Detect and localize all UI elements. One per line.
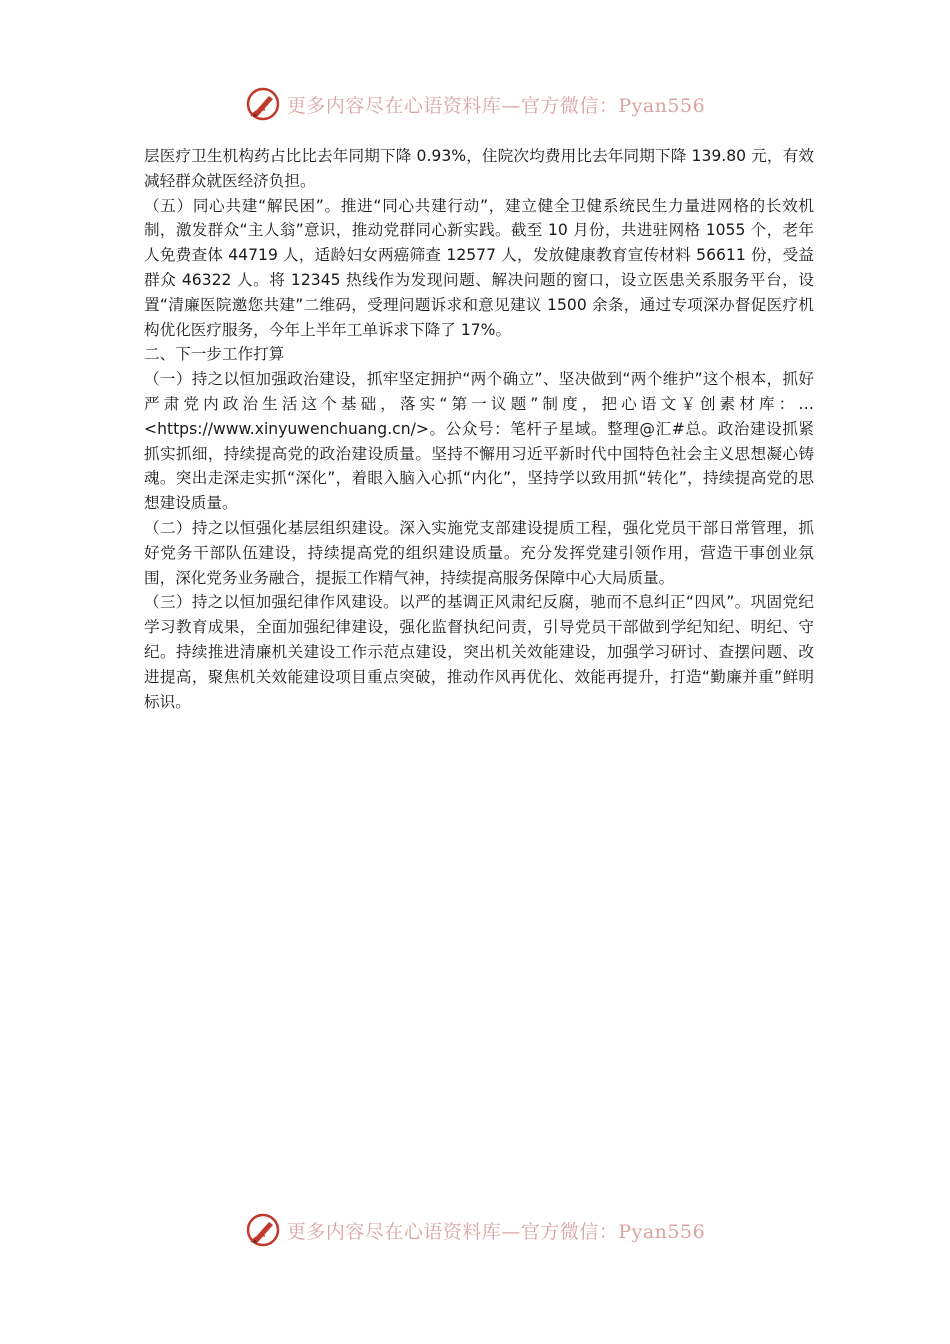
paragraph: （二）持之以恒强化基层组织建设。深入实施党支部建设提质工程，强化党员干部日常管理，抓好党务干部队伍建设，持续提高党的组织建设质量。充分发挥党建引领作用，营造干事创业氛围，深化党务业务融合，提振工作精气神，持续提高服务保障中心大局质量。 [144, 518, 814, 587]
paragraph: （五）同心共建“解民困”。推进“同心共建行动”，建立健全卫健系统民生力量进网格的长效机制，激发群众“主人翁”意识，推动党群同心新实践。截至 10 月份，共进驻网格 1055 个，老年人免费查体 44719 人，适龄妇女两癌筛查 12577 人，发放健康教育宣传材料 56611 份，受益群众 46322 人。将 12345 热线作为发现问题、解决问题的窗口，设立医患关系服务平台，设置“清廉医院邀您共建”二维码，受理问题诉求和意见建议 1500 余条，通过专项深办督促医疗机构优化医疗服务，今年上半年工单诉求下降了 17%。 [144, 196, 814, 339]
pen-logo-icon [245, 86, 281, 122]
paragraph: （一）持之以恒加强政治建设，抓牢坚定拥护“两个确立”、坚决做到“两个维护”这个根本，抓好严肃党内政治生活这个基础，落实“第一议题”制度，把心语文￥创素材库：…<https://www.xinyuwenchuang.cn/>。公众号：笔杆子星域。整理@汇#总。政治建设抓紧抓实抓细，持续提高党的政治建设质量。坚持不懈用习近平新时代中国特色社会主义思想凝心铸魂。突出走深走实抓“深化”，着眼入脑入心抓“内化”，坚持学以致用抓“转化”，持续提高党的思想建设质量。 [144, 370, 814, 513]
footer-banner-text: 更多内容尽在心语资料库—官方微信：Pyan556 [286, 1220, 706, 1243]
header-banner [0, 82, 950, 126]
document-body [144, 144, 814, 714]
paragraph: 层医疗卫生机构药占比比去年同期下降 0.93%，住院次均费用比去年同期下降 139.80 元，有效减轻群众就医经济负担。 [144, 147, 814, 190]
footer-banner [0, 1208, 950, 1252]
section-heading: 二、下一步工作打算 [144, 345, 285, 364]
pen-logo-icon [245, 1212, 281, 1248]
header-banner-text: 更多内容尽在心语资料库—官方微信：Pyan556 [286, 94, 706, 117]
paragraph: （三）持之以恒加强纪律作风建设。以严的基调正风肃纪反腐，驰而不息纠正“四风”。巩固党纪学习教育成果，全面加强纪律建设，强化监督执纪问责，引导党员干部做到学纪知纪、明纪、守纪。持续推进清廉机关建设工作示范点建设，突出机关效能建设，加强学习研讨、查摆问题、改进提高，聚焦机关效能建设项目重点突破，推动作风再优化、效能再提升，打造“勤廉并重”鲜明标识。 [144, 593, 814, 711]
